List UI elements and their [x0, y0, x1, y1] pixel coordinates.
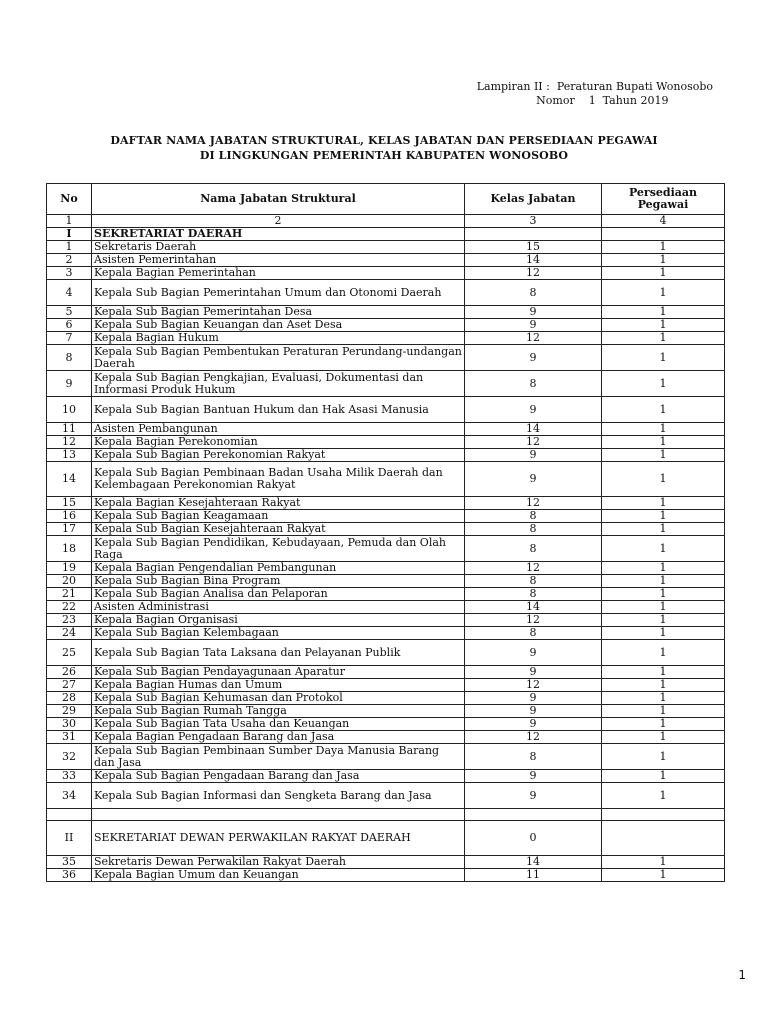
table-row [47, 614, 725, 627]
jabatan-table [46, 183, 725, 882]
row-persediaan: 1 [602, 449, 725, 462]
table-row [47, 436, 725, 449]
row-no: 19 [47, 562, 92, 575]
table-row [47, 510, 725, 523]
row-no: 36 [47, 869, 92, 882]
empty-cell [602, 821, 725, 856]
row-no: 17 [47, 523, 92, 536]
row-name: Kepala Sub Bagian Pendayagunaan Aparatur [92, 666, 465, 679]
row-persediaan: 1 [602, 462, 725, 497]
row-no: 9 [47, 371, 92, 397]
row-kelas: 12 [465, 436, 602, 449]
section-row [47, 821, 725, 856]
table-row [47, 306, 725, 319]
row-name: Kepala Bagian Pengadaan Barang dan Jasa [92, 731, 465, 744]
row-kelas: 12 [465, 679, 602, 692]
row-persediaan: 1 [602, 371, 725, 397]
row-no: 16 [47, 510, 92, 523]
row-kelas: 9 [465, 640, 602, 666]
row-no: 31 [47, 731, 92, 744]
empty-cell [602, 228, 725, 241]
row-kelas: 12 [465, 267, 602, 280]
row-persediaan: 1 [602, 423, 725, 436]
row-name: Asisten Administrasi [92, 601, 465, 614]
table-row [47, 666, 725, 679]
row-name: Kepala Bagian Umum dan Keuangan [92, 869, 465, 882]
row-kelas: 8 [465, 744, 602, 770]
table-row [47, 280, 725, 306]
row-no: 18 [47, 536, 92, 562]
row-no: 23 [47, 614, 92, 627]
row-kelas: 8 [465, 280, 602, 306]
table-row [47, 627, 725, 640]
row-no: 33 [47, 770, 92, 783]
empty-cell [92, 809, 465, 821]
row-no: 35 [47, 856, 92, 869]
table-row [47, 371, 725, 397]
row-name: Asisten Pemerintahan [92, 254, 465, 267]
row-persediaan: 1 [602, 319, 725, 332]
row-name: Kepala Sub Bagian Pembentukan Peraturan Perundang-undangan Daerah [92, 345, 465, 371]
row-kelas: 8 [465, 588, 602, 601]
row-name: Kepala Bagian Pengendalian Pembangunan [92, 562, 465, 575]
row-name: Kepala Sub Bagian Pemerintahan Desa [92, 306, 465, 319]
row-kelas: 9 [465, 783, 602, 809]
row-persediaan: 1 [602, 497, 725, 510]
page-number: 1 [738, 968, 746, 982]
row-no: 27 [47, 679, 92, 692]
header-nama: Nama Jabatan Struktural [92, 184, 465, 215]
row-no: 24 [47, 627, 92, 640]
row-persediaan: 1 [602, 601, 725, 614]
row-no: 29 [47, 705, 92, 718]
column-number-row [47, 215, 725, 228]
table-row [47, 731, 725, 744]
row-no: 10 [47, 397, 92, 423]
table-row [47, 397, 725, 423]
row-name: Kepala Sub Bagian Pengadaan Barang dan Jasa [92, 770, 465, 783]
row-persediaan: 1 [602, 614, 725, 627]
row-no: 7 [47, 332, 92, 345]
column-number: 4 [602, 215, 725, 228]
table-row [47, 241, 725, 254]
row-kelas: 14 [465, 254, 602, 267]
row-kelas: 9 [465, 319, 602, 332]
row-name: Kepala Sub Bagian Pemerintahan Umum dan Otonomi Daerah [92, 280, 465, 306]
row-name: Kepala Sub Bagian Kehumasan dan Protokol [92, 692, 465, 705]
row-name: Kepala Sub Bagian Pembinaan Sumber Daya Manusia Barang dan Jasa [92, 744, 465, 770]
row-persediaan: 1 [602, 345, 725, 371]
section-name: SEKRETARIAT DEWAN PERWAKILAN RAKYAT DAERAH [92, 821, 465, 856]
row-persediaan: 1 [602, 744, 725, 770]
row-no: 2 [47, 254, 92, 267]
row-no: 20 [47, 575, 92, 588]
row-persediaan: 1 [602, 588, 725, 601]
header-row [47, 184, 725, 215]
row-persediaan: 1 [602, 523, 725, 536]
row-name: Kepala Sub Bagian Rumah Tangga [92, 705, 465, 718]
row-kelas: 9 [465, 462, 602, 497]
row-name: Kepala Sub Bagian Kelembagaan [92, 627, 465, 640]
row-persediaan: 1 [602, 254, 725, 267]
row-no: 3 [47, 267, 92, 280]
row-no: 11 [47, 423, 92, 436]
row-persediaan: 1 [602, 705, 725, 718]
header-persediaan: Persediaan Pegawai [602, 184, 725, 215]
row-name: Kepala Bagian Pemerintahan [92, 267, 465, 280]
section-kelas: 0 [465, 821, 602, 856]
row-name: Kepala Sub Bagian Perekonomian Rakyat [92, 449, 465, 462]
row-name: Kepala Bagian Hukum [92, 332, 465, 345]
table-row [47, 345, 725, 371]
row-kelas: 9 [465, 449, 602, 462]
row-no: 6 [47, 319, 92, 332]
row-name: Kepala Sub Bagian Pendidikan, Kebudayaan, Pemuda dan Olah Raga [92, 536, 465, 562]
row-kelas: 9 [465, 718, 602, 731]
table-row [47, 267, 725, 280]
table-row [47, 770, 725, 783]
row-persediaan: 1 [602, 869, 725, 882]
section-no: I [47, 228, 92, 241]
table-row [47, 783, 725, 809]
title-line-1: DAFTAR NAMA JABATAN STRUKTURAL, KELAS JABATAN DAN PERSEDIAAN PEGAWAI [110, 134, 658, 147]
row-name: Kepala Sub Bagian Bina Program [92, 575, 465, 588]
row-kelas: 8 [465, 371, 602, 397]
row-persediaan: 1 [602, 718, 725, 731]
lampiran-line-1: Lampiran II : Peraturan Bupati Wonosobo [476, 80, 713, 93]
lampiran-line-2: Nomor 1 Tahun 2019 [476, 94, 669, 107]
row-name: Kepala Sub Bagian Keagamaan [92, 510, 465, 523]
column-number: 2 [92, 215, 465, 228]
table-row [47, 332, 725, 345]
document-title [0, 133, 768, 163]
table-row [47, 601, 725, 614]
row-name: Kepala Sub Bagian Kesejahteraan Rakyat [92, 523, 465, 536]
row-persediaan: 1 [602, 562, 725, 575]
row-kelas: 9 [465, 692, 602, 705]
row-persediaan: 1 [602, 575, 725, 588]
row-persediaan: 1 [602, 627, 725, 640]
row-name: Sekretaris Dewan Perwakilan Rakyat Daerah [92, 856, 465, 869]
column-number: 1 [47, 215, 92, 228]
row-kelas: 8 [465, 536, 602, 562]
section-row [47, 228, 725, 241]
row-persediaan: 1 [602, 666, 725, 679]
table-row [47, 575, 725, 588]
row-name: Kepala Bagian Organisasi [92, 614, 465, 627]
row-name: Asisten Pembangunan [92, 423, 465, 436]
row-name: Kepala Bagian Humas dan Umum [92, 679, 465, 692]
table-row [47, 588, 725, 601]
table-row [47, 692, 725, 705]
row-no: 34 [47, 783, 92, 809]
row-kelas: 15 [465, 241, 602, 254]
row-no: 26 [47, 666, 92, 679]
row-no: 15 [47, 497, 92, 510]
section-no: II [47, 821, 92, 856]
row-persediaan: 1 [602, 267, 725, 280]
row-persediaan: 1 [602, 640, 725, 666]
empty-cell [47, 809, 92, 821]
row-name: Kepala Sub Bagian Bantuan Hukum dan Hak Asasi Manusia [92, 397, 465, 423]
row-persediaan: 1 [602, 241, 725, 254]
row-kelas: 9 [465, 770, 602, 783]
table-row [47, 869, 725, 882]
row-kelas: 9 [465, 345, 602, 371]
table-row [47, 640, 725, 666]
row-no: 25 [47, 640, 92, 666]
column-number: 3 [465, 215, 602, 228]
row-kelas: 14 [465, 423, 602, 436]
table-row [47, 744, 725, 770]
empty-cell [465, 809, 602, 821]
section-name: SEKRETARIAT DAERAH [92, 228, 465, 241]
header-kelas: Kelas Jabatan [465, 184, 602, 215]
row-kelas: 8 [465, 575, 602, 588]
row-kelas: 8 [465, 523, 602, 536]
row-kelas: 12 [465, 562, 602, 575]
row-persediaan: 1 [602, 679, 725, 692]
row-persediaan: 1 [602, 783, 725, 809]
row-no: 1 [47, 241, 92, 254]
row-name: Kepala Sub Bagian Pengkajian, Evaluasi, Dokumentasi dan Informasi Produk Hukum [92, 371, 465, 397]
table-row [47, 319, 725, 332]
row-persediaan: 1 [602, 510, 725, 523]
blank-row [47, 809, 725, 821]
row-no: 4 [47, 280, 92, 306]
row-name: Kepala Sub Bagian Analisa dan Pelaporan [92, 588, 465, 601]
table-row [47, 679, 725, 692]
row-name: Kepala Bagian Kesejahteraan Rakyat [92, 497, 465, 510]
row-no: 32 [47, 744, 92, 770]
table-row [47, 497, 725, 510]
row-no: 5 [47, 306, 92, 319]
row-kelas: 12 [465, 614, 602, 627]
row-kelas: 14 [465, 856, 602, 869]
row-kelas: 14 [465, 601, 602, 614]
row-name: Kepala Sub Bagian Tata Usaha dan Keuangan [92, 718, 465, 731]
table-row [47, 718, 725, 731]
table-row [47, 562, 725, 575]
row-persediaan: 1 [602, 770, 725, 783]
row-persediaan: 1 [602, 692, 725, 705]
row-no: 30 [47, 718, 92, 731]
row-no: 13 [47, 449, 92, 462]
row-persediaan: 1 [602, 436, 725, 449]
row-no: 22 [47, 601, 92, 614]
row-name: Kepala Sub Bagian Informasi dan Sengketa Barang dan Jasa [92, 783, 465, 809]
lampiran-block [477, 80, 713, 108]
row-no: 12 [47, 436, 92, 449]
row-no: 21 [47, 588, 92, 601]
row-kelas: 12 [465, 731, 602, 744]
row-no: 8 [47, 345, 92, 371]
empty-cell [602, 809, 725, 821]
row-kelas: 8 [465, 510, 602, 523]
row-kelas: 9 [465, 705, 602, 718]
row-kelas: 11 [465, 869, 602, 882]
row-persediaan: 1 [602, 397, 725, 423]
row-kelas: 9 [465, 306, 602, 319]
header-no: No [47, 184, 92, 215]
row-kelas: 9 [465, 397, 602, 423]
empty-cell [465, 228, 602, 241]
table-row [47, 462, 725, 497]
row-name: Kepala Sub Bagian Tata Laksana dan Pelayanan Publik [92, 640, 465, 666]
row-persediaan: 1 [602, 731, 725, 744]
row-persediaan: 1 [602, 306, 725, 319]
table-row [47, 856, 725, 869]
title-line-2: DI LINGKUNGAN PEMERINTAH KABUPATEN WONOSOBO [199, 149, 569, 162]
table-row [47, 705, 725, 718]
row-no: 14 [47, 462, 92, 497]
row-name: Kepala Sub Bagian Pembinaan Badan Usaha Milik Daerah dan Kelembagaan Perekonomian Rakyat [92, 462, 465, 497]
row-name: Kepala Bagian Perekonomian [92, 436, 465, 449]
row-name: Kepala Sub Bagian Keuangan dan Aset Desa [92, 319, 465, 332]
row-no: 28 [47, 692, 92, 705]
row-kelas: 8 [465, 627, 602, 640]
row-persediaan: 1 [602, 536, 725, 562]
table-row [47, 254, 725, 267]
table-row [47, 536, 725, 562]
row-persediaan: 1 [602, 332, 725, 345]
row-kelas: 12 [465, 332, 602, 345]
row-persediaan: 1 [602, 856, 725, 869]
table-row [47, 449, 725, 462]
table-row [47, 523, 725, 536]
row-kelas: 9 [465, 666, 602, 679]
row-name: Sekretaris Daerah [92, 241, 465, 254]
table-row [47, 423, 725, 436]
row-persediaan: 1 [602, 280, 725, 306]
row-kelas: 12 [465, 497, 602, 510]
